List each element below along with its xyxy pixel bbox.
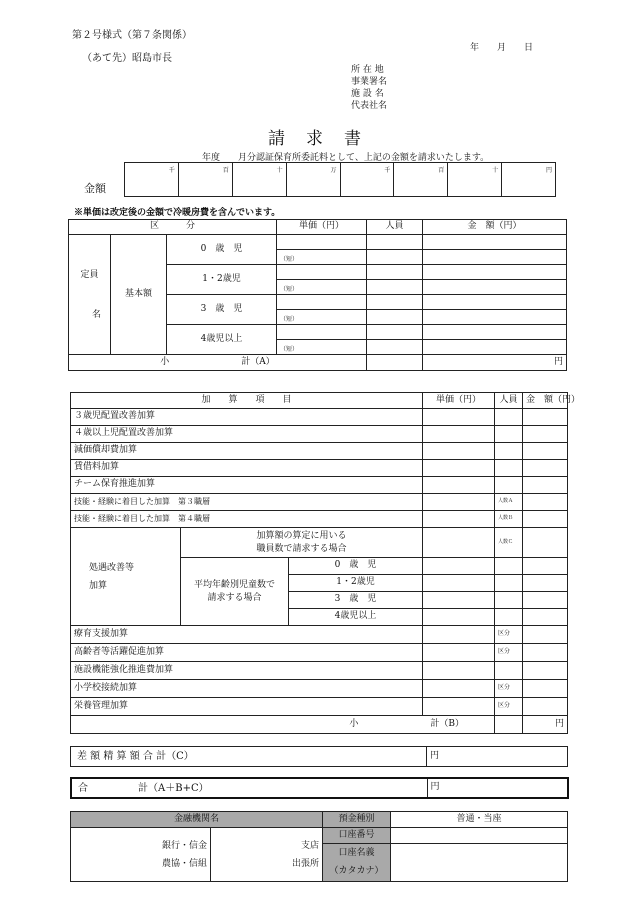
item-label: 技能・経験に着目した加算 第４職層 [71, 511, 423, 528]
age-row-label: 4歳児以上 [167, 325, 277, 355]
amount-cell[interactable] [523, 680, 568, 698]
digit-cell[interactable]: 百 [178, 163, 232, 197]
amount-cell[interactable] [523, 528, 568, 558]
persons-tag[interactable]: 区分 [495, 698, 523, 716]
diff-total-table [70, 746, 568, 767]
kana-label: （カタカナ） [323, 864, 391, 882]
table-b [70, 392, 581, 734]
unit-price-cell[interactable] [277, 235, 367, 250]
digit-cell[interactable]: 十 [448, 163, 502, 197]
kasan-count-label: 加算額の算定に用いる 職員数で請求する場合 [181, 528, 423, 558]
subtotal-a-yen[interactable]: 円 [423, 355, 567, 371]
amount-cell[interactable] [523, 409, 568, 426]
unit-price-cell[interactable] [423, 698, 495, 716]
short-price-cell[interactable]: （短） [277, 250, 367, 265]
note: ※単価は改定後の金額で冷暖房費を含んでいます。 [74, 208, 281, 218]
persons-cell[interactable] [495, 477, 523, 494]
persons-cell[interactable] [495, 426, 523, 443]
item-label: 高齢者等活躍促進加算 [71, 644, 423, 662]
header-unit-price: 単価（円） [423, 393, 495, 409]
amount-cell[interactable] [423, 295, 567, 310]
header-persons: 人員 [367, 220, 423, 235]
bank-type-header: 預金種別 [323, 812, 391, 828]
persons-cell[interactable] [495, 409, 523, 426]
item-label: 栄養管理加算 [71, 698, 423, 716]
persons-tag[interactable]: 人数Ｂ [495, 511, 523, 528]
persons-cell[interactable] [367, 340, 423, 355]
amount-cell[interactable] [523, 592, 568, 609]
item-label: 減価償却費加算 [71, 443, 423, 460]
date-line: 年 月 日 [470, 43, 534, 53]
amount-cell[interactable] [423, 250, 567, 265]
persons-cell[interactable] [367, 265, 423, 280]
persons-cell[interactable] [495, 558, 523, 575]
subtotal-b-yen[interactable]: 円 [523, 716, 568, 734]
persons-cell[interactable] [495, 443, 523, 460]
persons-tag[interactable]: 区分 [495, 626, 523, 644]
amount-cell[interactable] [523, 477, 568, 494]
bank-institution-header: 金融機関名 [71, 812, 323, 828]
item-label: ３歳児配置改善加算 [71, 409, 423, 426]
basic-amount-label: 基本額 [111, 235, 167, 355]
header-item: 加 算 項 目 [71, 393, 423, 409]
item-label: 賃借料加算 [71, 460, 423, 477]
item-label: 技能・経験に着目した加算 第３職層 [71, 494, 423, 511]
header-unit-price: 単価（円） [277, 220, 367, 235]
amount-cell[interactable] [523, 575, 568, 592]
digit-cell[interactable]: 円 [502, 163, 556, 197]
amount-cell[interactable] [423, 280, 567, 295]
grand-total-label: 合 計（A＋B+C） [71, 778, 427, 798]
unit-price-cell[interactable] [423, 511, 495, 528]
amount-cell[interactable] [523, 662, 568, 680]
subtotal-b-label: 小 計（B） [71, 716, 495, 734]
persons-cell[interactable] [367, 295, 423, 310]
amount-cell[interactable] [423, 265, 567, 280]
unit-price-cell[interactable] [423, 592, 495, 609]
unit-price-cell[interactable] [423, 680, 495, 698]
persons-tag[interactable]: 区分 [495, 644, 523, 662]
bank-type-value[interactable]: 普通・当座 [391, 812, 568, 828]
grand-total-table [70, 777, 569, 799]
short-price-cell[interactable]: （短） [277, 280, 367, 295]
form-label: 第２号様式（第７条関係） [72, 30, 192, 41]
field-address: 所 在 地 [351, 65, 384, 75]
header-amount: 金 額（円） [423, 220, 567, 235]
amount-cell[interactable] [423, 340, 567, 355]
grand-total-yen[interactable]: 円 [427, 778, 568, 798]
persons-cell[interactable] [495, 460, 523, 477]
persons-cell[interactable] [495, 609, 523, 626]
header-category: 区 分 [69, 220, 277, 235]
unit-price-cell[interactable] [423, 443, 495, 460]
amount-cell[interactable] [423, 310, 567, 325]
bank-name-cell[interactable]: 銀行・信金 農協・信組 [71, 828, 211, 882]
request-sentence: 年度 月分認証保育所委託料として、上記の金額を請求いたします。 [202, 153, 490, 163]
amount-cell[interactable] [523, 494, 568, 511]
age-row-label: 4歳児以上 [289, 609, 423, 626]
persons-tag[interactable]: 人数Ａ [495, 494, 523, 511]
amount-cell[interactable] [523, 626, 568, 644]
header-persons: 人員 [495, 393, 523, 409]
page-title: 請 求 書 [268, 129, 363, 149]
unit-price-cell[interactable] [423, 609, 495, 626]
age-row-label: 3 歳 児 [167, 295, 277, 325]
age-row-label: 1・2歳児 [167, 265, 277, 295]
unit-price-cell[interactable] [423, 460, 495, 477]
digit-cell[interactable]: 千 [340, 163, 394, 197]
amount-cell[interactable] [523, 443, 568, 460]
age-row-label: 0 歳 児 [167, 235, 277, 265]
digit-cell[interactable]: 千 [125, 163, 179, 197]
age-row-label: 0 歳 児 [289, 558, 423, 575]
diff-total-label: 差 額 精 算 額 合 計（C） [71, 747, 427, 767]
amount-cell[interactable] [523, 558, 568, 575]
amount-box [124, 162, 556, 197]
short-price-cell[interactable]: （短） [277, 340, 367, 355]
branch-name-cell[interactable]: 支店 出張所 [211, 828, 323, 882]
field-facility: 施 設 名 [351, 89, 384, 99]
amount-cell[interactable] [523, 698, 568, 716]
age-row-label: 1・2歳児 [289, 575, 423, 592]
persons-cell[interactable] [367, 310, 423, 325]
age-row-label: 3 歳 児 [289, 592, 423, 609]
amount-cell[interactable] [523, 644, 568, 662]
persons-tag[interactable] [495, 662, 523, 680]
amount-cell[interactable] [423, 235, 567, 250]
persons-cell[interactable] [367, 280, 423, 295]
shogu-label: 処遇改善等 加算 [71, 528, 181, 626]
subtotal-a-label: 小 計（A） [69, 355, 367, 371]
applicant-fields [351, 64, 387, 112]
unit-price-cell[interactable] [277, 325, 367, 340]
short-price-cell[interactable]: （短） [277, 310, 367, 325]
unit-price-cell[interactable] [423, 477, 495, 494]
digit-cell[interactable]: 万 [286, 163, 340, 197]
account-name-input[interactable] [391, 844, 568, 882]
unit-price-cell[interactable] [277, 265, 367, 280]
persons-cell[interactable] [495, 575, 523, 592]
amount-cell[interactable] [523, 609, 568, 626]
persons-cell[interactable] [367, 235, 423, 250]
amount-cell[interactable] [523, 460, 568, 477]
amount-cell[interactable] [523, 511, 568, 528]
item-label: 小学校接続加算 [71, 680, 423, 698]
unit-price-cell[interactable] [423, 528, 495, 558]
amount-cell[interactable] [423, 325, 567, 340]
subtotal-a-persons[interactable] [367, 355, 423, 371]
unit-price-cell[interactable] [423, 644, 495, 662]
field-office: 事業署名 [351, 77, 388, 87]
unit-price-cell[interactable] [423, 558, 495, 575]
persons-cell[interactable] [367, 250, 423, 265]
item-label: ４歳以上児配置改善加算 [71, 426, 423, 443]
subtotal-b-persons[interactable] [495, 716, 523, 734]
account-name-label: 口座名義 [323, 844, 391, 864]
unit-price-cell[interactable] [277, 295, 367, 310]
item-label: 施設機能強化推進費加算 [71, 662, 423, 680]
account-no-label: 口座番号 [323, 828, 391, 844]
item-label: チーム保育推進加算 [71, 477, 423, 494]
unit-price-cell[interactable] [423, 426, 495, 443]
persons-tag[interactable]: 区分 [495, 680, 523, 698]
unit-price-cell[interactable] [423, 662, 495, 680]
digit-cell[interactable]: 十 [232, 163, 286, 197]
unit-price-cell[interactable] [423, 494, 495, 511]
account-no-input[interactable] [391, 828, 568, 844]
persons-cell[interactable] [495, 592, 523, 609]
amount-cell[interactable] [523, 426, 568, 443]
amount-label: 金額 [84, 182, 106, 195]
bank-table [70, 811, 568, 882]
table-a [68, 219, 567, 371]
unit-price-cell[interactable] [423, 575, 495, 592]
avg-age-label: 平均年齢別児童数で 請求する場合 [181, 558, 289, 626]
field-representative: 代表社名 [351, 101, 388, 111]
header-amount: 金 額（円） [523, 393, 568, 409]
digit-cell[interactable]: 百 [394, 163, 448, 197]
addressee: （あて先）昭島市長 [82, 53, 172, 64]
unit-price-cell[interactable] [423, 626, 495, 644]
diff-total-yen[interactable]: 円 [427, 747, 568, 767]
persons-cell[interactable] [367, 325, 423, 340]
capacity-label: 定員 名 [69, 235, 111, 355]
item-label: 療育支援加算 [71, 626, 423, 644]
persons-tag[interactable]: 人数Ｃ [495, 528, 523, 558]
unit-price-cell[interactable] [423, 409, 495, 426]
